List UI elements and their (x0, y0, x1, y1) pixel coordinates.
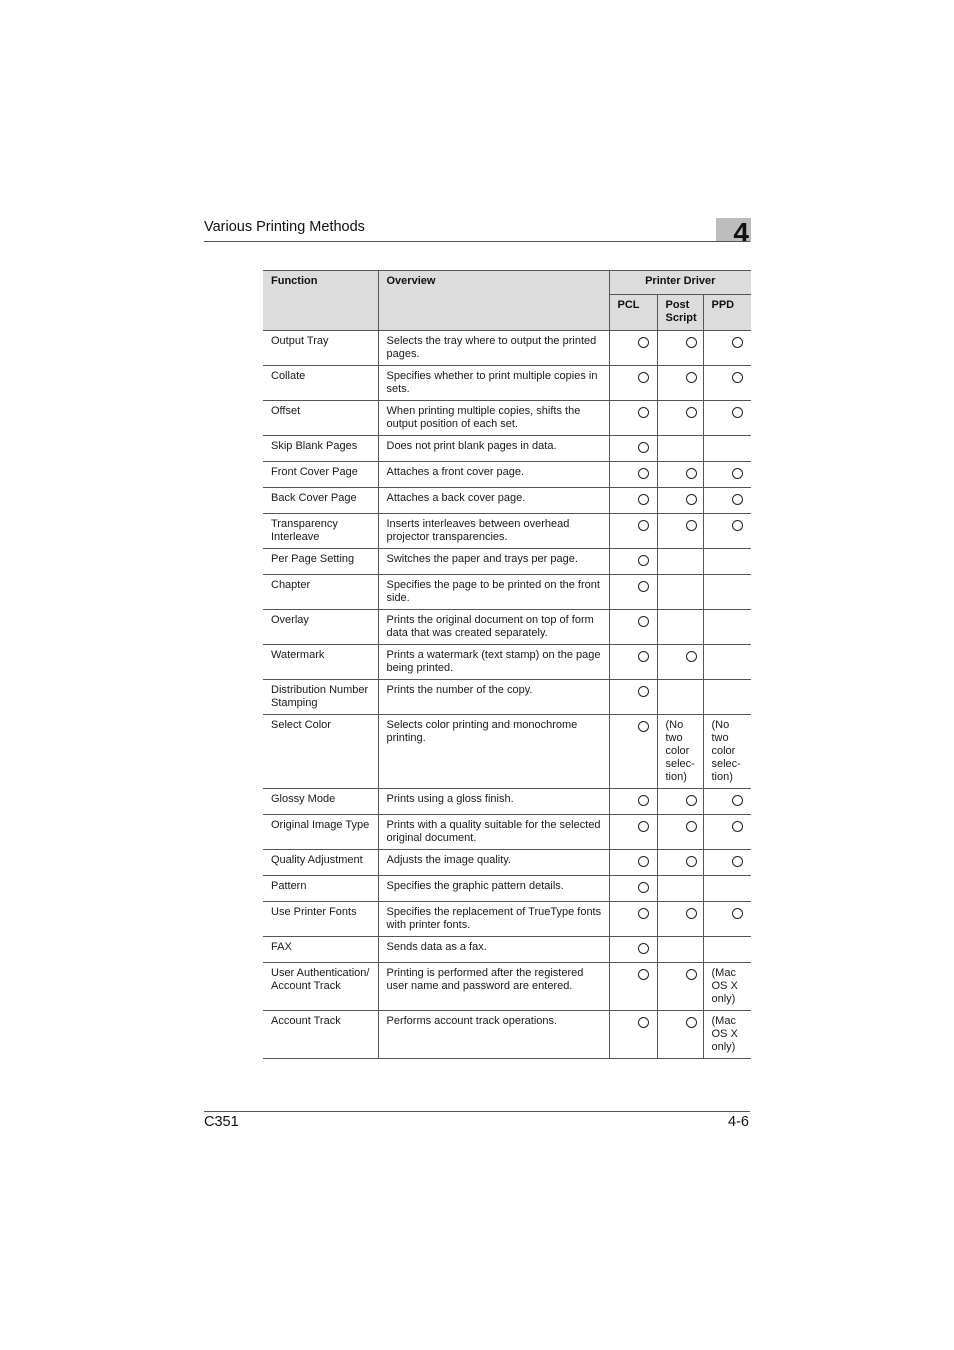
column-header-postscript: Post Script (657, 295, 703, 331)
pcl-support-cell (609, 850, 657, 876)
page-number: 4-6 (728, 1114, 749, 1130)
chapter-badge (716, 217, 751, 248)
supported-circle-icon (732, 468, 743, 479)
ppd-support-cell: (Mac OS X only) (703, 1011, 751, 1059)
overview-cell: Adjusts the image quality. (378, 850, 609, 876)
postscript-support-cell (657, 1011, 703, 1059)
ppd-support-cell (703, 462, 751, 488)
supported-circle-icon (686, 407, 697, 418)
function-cell: Back Cover Page (263, 488, 378, 514)
section-title: Various Printing Methods (204, 219, 365, 235)
ppd-support-cell (703, 680, 751, 715)
pcl-support-cell (609, 366, 657, 401)
function-cell: Offset (263, 401, 378, 436)
pcl-support-cell (609, 514, 657, 549)
postscript-support-cell (657, 850, 703, 876)
supported-circle-icon (732, 407, 743, 418)
ppd-support-cell (703, 902, 751, 937)
pcl-support-cell (609, 549, 657, 575)
supported-circle-icon (686, 856, 697, 867)
ppd-support-cell (703, 645, 751, 680)
pcl-support-cell (609, 789, 657, 815)
supported-circle-icon (638, 795, 649, 806)
function-cell: Select Color (263, 715, 378, 789)
function-cell: Quality Adjustment (263, 850, 378, 876)
function-cell: User Authentication/ Account Track (263, 963, 378, 1011)
function-cell: Account Track (263, 1011, 378, 1059)
table-header (263, 271, 751, 331)
ppd-support-cell (703, 575, 751, 610)
supported-circle-icon (638, 908, 649, 919)
table-row (263, 963, 751, 1011)
supported-circle-icon (638, 494, 649, 505)
table-row (263, 366, 751, 401)
table-row (263, 331, 751, 366)
postscript-support-cell (657, 963, 703, 1011)
ppd-support-cell (703, 610, 751, 645)
function-cell: Overlay (263, 610, 378, 645)
overview-cell: Specifies whether to print multiple copies in sets. (378, 366, 609, 401)
overview-cell: Prints using a gloss finish. (378, 789, 609, 815)
pcl-support-cell (609, 937, 657, 963)
ppd-support-cell (703, 331, 751, 366)
printer-driver-function-table (263, 270, 751, 1059)
overview-cell: Specifies the graphic pattern details. (378, 876, 609, 902)
table-row (263, 937, 751, 963)
ppd-support-cell: (Mac OS X only) (703, 963, 751, 1011)
supported-circle-icon (638, 520, 649, 531)
supported-circle-icon (638, 372, 649, 383)
table-row (263, 488, 751, 514)
postscript-support-cell (657, 815, 703, 850)
function-cell: Watermark (263, 645, 378, 680)
postscript-support-cell: (No two color selec-tion) (657, 715, 703, 789)
supported-circle-icon (638, 1017, 649, 1028)
supported-circle-icon (732, 520, 743, 531)
table-row (263, 715, 751, 789)
pcl-support-cell (609, 462, 657, 488)
supported-circle-icon (638, 943, 649, 954)
function-cell: Pattern (263, 876, 378, 902)
overview-cell: Prints the number of the copy. (378, 680, 609, 715)
supported-circle-icon (686, 372, 697, 383)
postscript-support-cell (657, 462, 703, 488)
ppd-support-cell (703, 549, 751, 575)
pcl-support-cell (609, 1011, 657, 1059)
pcl-support-cell (609, 902, 657, 937)
overview-cell: Attaches a back cover page. (378, 488, 609, 514)
supported-circle-icon (638, 686, 649, 697)
postscript-support-cell (657, 401, 703, 436)
ppd-support-cell (703, 789, 751, 815)
postscript-support-cell (657, 645, 703, 680)
supported-circle-icon (638, 616, 649, 627)
footer-rule (204, 1111, 750, 1112)
pcl-support-cell (609, 715, 657, 789)
overview-cell: Sends data as a fax. (378, 937, 609, 963)
postscript-support-cell (657, 876, 703, 902)
supported-circle-icon (732, 856, 743, 867)
postscript-support-cell (657, 331, 703, 366)
pcl-support-cell (609, 645, 657, 680)
ppd-support-cell (703, 937, 751, 963)
function-cell: Per Page Setting (263, 549, 378, 575)
overview-cell: Printing is performed after the registered user name and password are entered. (378, 963, 609, 1011)
supported-circle-icon (638, 856, 649, 867)
overview-cell: Switches the paper and trays per page. (378, 549, 609, 575)
function-cell: Output Tray (263, 331, 378, 366)
pcl-support-cell (609, 680, 657, 715)
postscript-support-cell (657, 575, 703, 610)
supported-circle-icon (638, 581, 649, 592)
ppd-support-cell (703, 815, 751, 850)
postscript-support-cell (657, 549, 703, 575)
overview-cell: Prints a watermark (text stamp) on the page being printed. (378, 645, 609, 680)
function-cell: Transparency Interleave (263, 514, 378, 549)
supported-circle-icon (686, 969, 697, 980)
table-body (263, 331, 751, 1059)
pcl-support-cell (609, 815, 657, 850)
pcl-support-cell (609, 963, 657, 1011)
table-row (263, 575, 751, 610)
supported-circle-icon (638, 721, 649, 732)
supported-circle-icon (732, 372, 743, 383)
postscript-support-cell (657, 366, 703, 401)
postscript-support-cell (657, 488, 703, 514)
ppd-support-cell (703, 488, 751, 514)
supported-circle-icon (638, 651, 649, 662)
table-row (263, 680, 751, 715)
supported-circle-icon (638, 468, 649, 479)
function-cell: Collate (263, 366, 378, 401)
postscript-support-cell (657, 789, 703, 815)
table-row (263, 645, 751, 680)
postscript-support-cell (657, 680, 703, 715)
overview-cell: Selects the tray where to output the printed pages. (378, 331, 609, 366)
table-row (263, 789, 751, 815)
overview-cell: Selects color printing and monochrome printing. (378, 715, 609, 789)
column-group-printer-driver: Printer Driver (609, 271, 751, 295)
table-row (263, 436, 751, 462)
supported-circle-icon (638, 442, 649, 453)
supported-circle-icon (638, 821, 649, 832)
function-cell: Distribution Number Stamping (263, 680, 378, 715)
supported-circle-icon (638, 882, 649, 893)
ppd-support-cell: (No two color selec-tion) (703, 715, 751, 789)
supported-circle-icon (686, 337, 697, 348)
pcl-support-cell (609, 876, 657, 902)
supported-circle-icon (638, 407, 649, 418)
supported-circle-icon (686, 468, 697, 479)
function-cell: Glossy Mode (263, 789, 378, 815)
pcl-support-cell (609, 610, 657, 645)
table-row (263, 549, 751, 575)
table-row (263, 902, 751, 937)
column-header-ppd: PPD (703, 295, 751, 331)
function-cell: Use Printer Fonts (263, 902, 378, 937)
table-row (263, 850, 751, 876)
ppd-support-cell (703, 850, 751, 876)
supported-circle-icon (638, 337, 649, 348)
supported-circle-icon (686, 795, 697, 806)
ppd-support-cell (703, 436, 751, 462)
table-row (263, 815, 751, 850)
pcl-support-cell (609, 575, 657, 610)
supported-circle-icon (686, 908, 697, 919)
chapter-number: 4 (733, 217, 749, 248)
postscript-support-cell (657, 436, 703, 462)
ppd-support-cell (703, 514, 751, 549)
pcl-support-cell (609, 401, 657, 436)
column-header-function: Function (263, 271, 378, 331)
pcl-support-cell (609, 331, 657, 366)
table-row (263, 514, 751, 549)
function-cell: Front Cover Page (263, 462, 378, 488)
supported-circle-icon (638, 555, 649, 566)
function-cell: Skip Blank Pages (263, 436, 378, 462)
supported-circle-icon (638, 969, 649, 980)
pcl-support-cell (609, 436, 657, 462)
ppd-support-cell (703, 366, 751, 401)
supported-circle-icon (686, 494, 697, 505)
table-row (263, 401, 751, 436)
supported-circle-icon (732, 821, 743, 832)
postscript-support-cell (657, 514, 703, 549)
pcl-support-cell (609, 488, 657, 514)
column-header-pcl: PCL (609, 295, 657, 331)
postscript-support-cell (657, 610, 703, 645)
ppd-support-cell (703, 876, 751, 902)
overview-cell: Attaches a front cover page. (378, 462, 609, 488)
ppd-support-cell (703, 401, 751, 436)
supported-circle-icon (732, 337, 743, 348)
table-row (263, 876, 751, 902)
supported-circle-icon (732, 795, 743, 806)
supported-circle-icon (686, 1017, 697, 1028)
header-rule (204, 241, 750, 242)
postscript-support-cell (657, 937, 703, 963)
overview-cell: Prints with a quality suitable for the selected original document. (378, 815, 609, 850)
overview-cell: Does not print blank pages in data. (378, 436, 609, 462)
supported-circle-icon (732, 494, 743, 505)
function-cell: Original Image Type (263, 815, 378, 850)
overview-cell: Performs account track operations. (378, 1011, 609, 1059)
table-row (263, 1011, 751, 1059)
overview-cell: Specifies the page to be printed on the front side. (378, 575, 609, 610)
supported-circle-icon (686, 821, 697, 832)
overview-cell: Inserts interleaves between overhead projector transparencies. (378, 514, 609, 549)
overview-cell: Prints the original document on top of form data that was created separately. (378, 610, 609, 645)
column-header-overview: Overview (378, 271, 609, 331)
model-name: C351 (204, 1114, 239, 1130)
postscript-support-cell (657, 902, 703, 937)
function-cell: Chapter (263, 575, 378, 610)
function-cell: FAX (263, 937, 378, 963)
overview-cell: Specifies the replacement of TrueType fonts with printer fonts. (378, 902, 609, 937)
supported-circle-icon (686, 520, 697, 531)
overview-cell: When printing multiple copies, shifts the output position of each set. (378, 401, 609, 436)
supported-circle-icon (686, 651, 697, 662)
supported-circle-icon (732, 908, 743, 919)
table-row (263, 462, 751, 488)
table-row (263, 610, 751, 645)
